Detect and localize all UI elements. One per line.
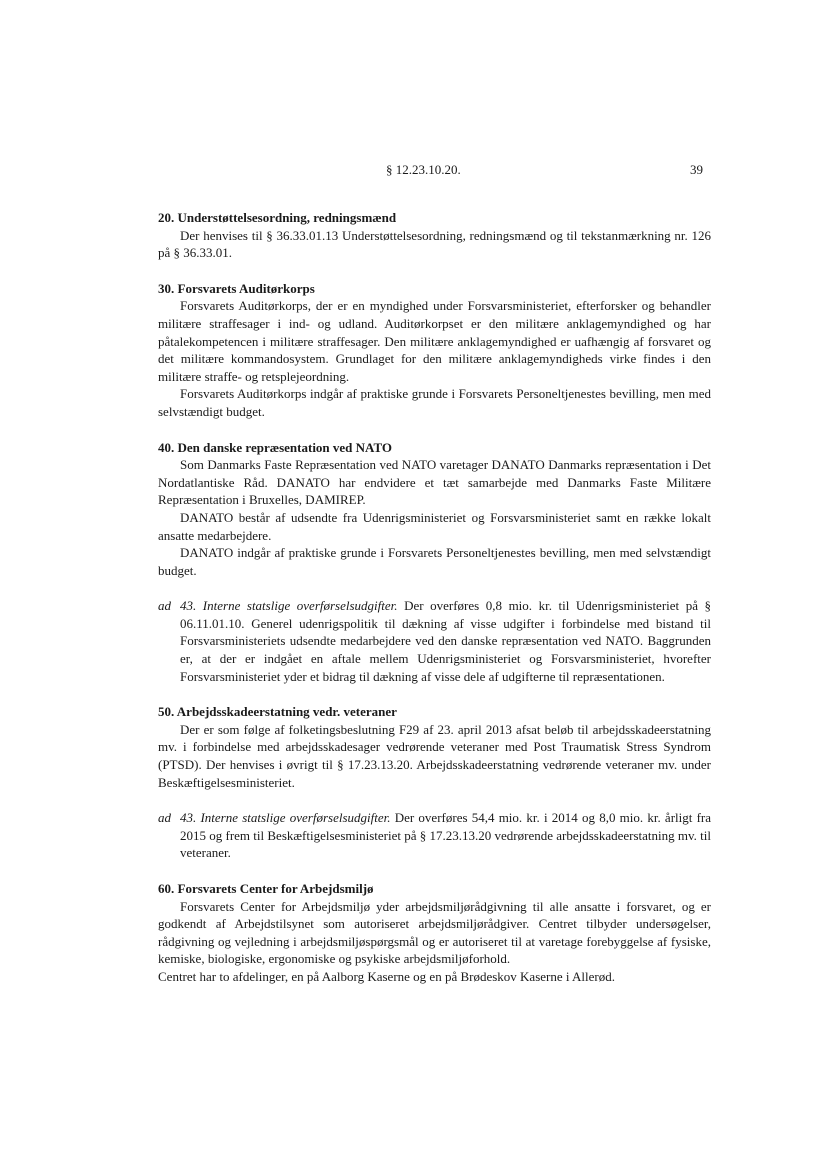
paragraph: DANATO indgår af praktiske grunde i Forsvarets Personeltjenestes bevilling, men med selvstændigt budget.: [158, 545, 711, 578]
section-heading: 60. Forsvarets Center for Arbejdsmiljø: [158, 881, 374, 896]
section-60: [158, 880, 711, 986]
section-heading: 30. Forsvarets Auditørkorps: [158, 280, 315, 296]
document-body: [158, 209, 711, 1004]
ad-note-reference: 43. Interne statslige overførselsudgifter.: [180, 598, 398, 614]
ad-note-text: Der overføres 0,8 mio. kr. til Udenrigsministeriet på § 06.11.01.10. Generel udenrigspolitik til dækning af visse udgifter i forbindelse med bistand til Forsvarsministeriets udsendte medarbejdere ved den danske repræsentation ved NATO. Baggrunden er, at der er indgået en aftale mellem Udenrigsministeriet og Forsvarsministeriet, hvorefter Forsvarsministeriet yder et bidrag til dækning af visse dele af udgifterne til repræsentationen.: [180, 598, 712, 684]
ad-label: ad: [158, 810, 171, 826]
paragraph: DANATO består af udsendte fra Udenrigsministeriet og Forsvarsministeriet samt en række lokalt ansatte medarbejdere.: [158, 509, 711, 543]
paragraph: Forsvarets Auditørkorps indgår af praktiske grunde i Forsvarets Personeltjenestes bevilling, men med selvstændigt budget.: [158, 386, 711, 419]
section-reference: § 12.23.10.20.: [386, 162, 461, 177]
ad-note-reference: 43. Interne statslige overførselsudgifter.: [180, 810, 391, 826]
ad-note-text: Der overføres 54,4 mio. kr. i 2014 og 8,0 mio. kr. årligt fra 2015 og frem til Beskæftigelsesministeriet på § 17.23.13.20 vedrørende arbejdsskadeerstatning mv. til veteraner.: [180, 810, 711, 861]
section-heading: 20. Understøttelsesordning, redningsmænd: [158, 210, 397, 225]
ad-note-body: [180, 809, 711, 862]
paragraph: Centret har to afdelinger, en på Aalborg Kaserne og en på Brødeskov Kaserne i Allerød.: [158, 968, 615, 984]
paragraph: Forsvarets Auditørkorps, der er en myndighed under Forsvarsministeriet, efterforsker og behandler militære straffesager i ind- og udland. Auditørkorpset er den militære anklagemyndighed og har påtalekompetencen i militære straffesager. Den militære anklagemyndighed er uafhængig af forsvaret og det militære kommandosystem. Grundlaget for den militære anklagemyndigheds virke findes i den militære straffe- og retsplejeordning.: [158, 298, 711, 384]
paragraph: Som Danmarks Faste Repræsentation ved NATO varetager DANATO Danmarks repræsentation i Det Nordatlantiske Råd. DANATO har endvidere et tæt samarbejde med Danmarks Faste Militære Repræsentation i Bruxelles, DAMIREP.: [158, 457, 711, 508]
page-header: [0, 162, 826, 182]
section-30: [158, 280, 711, 421]
ad-note-1: [158, 597, 711, 685]
section-heading: 40. Den danske repræsentation ved NATO: [158, 439, 393, 455]
paragraph: Der er som følge af folketingsbeslutning F29 af 23. april 2013 afsat beløb til arbejdsskadeerstatning mv. i forbindelse med arbejdsskadesager vedrørende veteraner med Post Traumatisk Stress Syndrom (PTSD). Der henvises i øvrigt til § 17.23.13.20. Arbejdsskadeerstatning vedrørende veteraner mv. under Beskæftigelsesministeriet.: [158, 721, 711, 790]
ad-note-2: [158, 809, 711, 862]
paragraph: Der henvises til § 36.33.01.13 Understøttelsesordning, redningsmænd og til tekstanmærkning nr. 126 på § 36.33.01.: [158, 227, 711, 261]
page-number: 39: [690, 162, 703, 177]
ad-note-body: [180, 597, 711, 685]
paragraph: Forsvarets Center for Arbejdsmiljø yder arbejdsmiljørådgivning til alle ansatte i forsvaret, og er godkendt af Arbejdstilsynet som autoriseret arbejdsmiljørådgiver. Centret tilbyder undersøgelser, rådgivning og vejledning i arbejdsmiljøspørgsmål og er autoriseret til at varetage forebyggelse af fysiske, kemiske, biologiske, ergonomiske og psykiske arbejdsmiljøforhold.: [158, 898, 711, 967]
section-40: [158, 439, 711, 580]
section-heading: 50. Arbejdsskadeerstatning vedr. veteraner: [158, 704, 397, 720]
section-50: [158, 703, 711, 791]
ad-label: ad: [158, 598, 171, 614]
section-20: [158, 209, 711, 262]
